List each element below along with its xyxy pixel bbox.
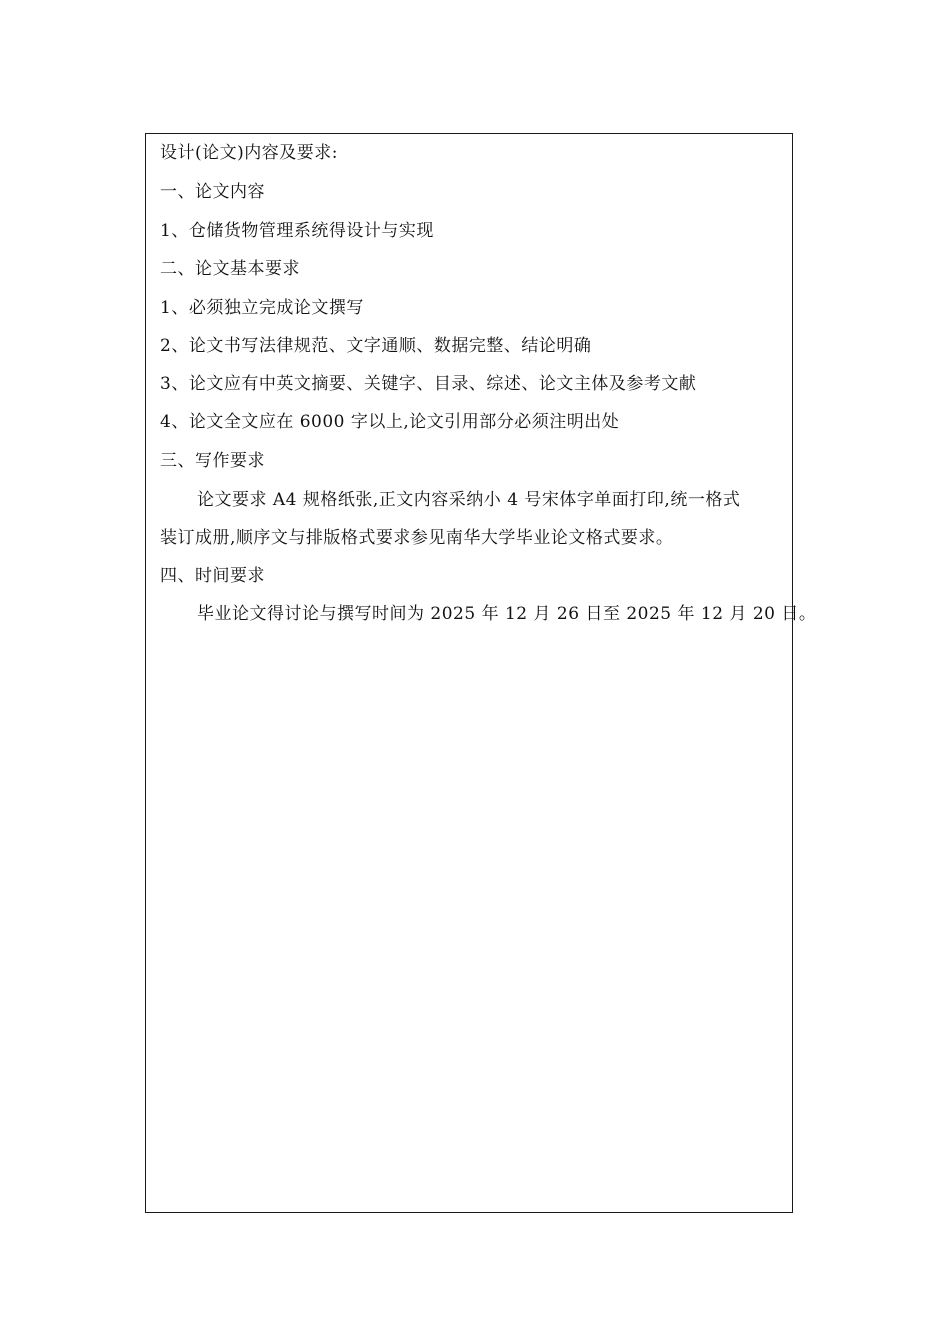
requirement-item-4: 4、论文全文应在 6000 字以上,论文引用部分必须注明出处 — [160, 412, 620, 432]
requirement-item-1: 1、必须独立完成论文撰写 — [160, 298, 364, 318]
time-paragraph: 毕业论文得讨论与撰写时间为 2025 年 12 月 26 日至 2025 年 12 月 20 日。 — [197, 604, 817, 624]
writing-paragraph-line-1: 论文要求 A4 规格纸张,正文内容采纳小 4 号宋体字单面打印,统一格式 — [197, 490, 741, 510]
requirements-box — [145, 133, 817, 1213]
content-item-1: 1、仓储货物管理系统得设计与实现 — [160, 221, 434, 241]
heading-writing-requirements: 三、写作要求 — [160, 451, 265, 471]
writing-paragraph-line-2: 装订成册,顺序文与排版格式要求参见南华大学毕业论文格式要求。 — [160, 528, 674, 548]
section-title: 设计(论文)内容及要求: — [160, 143, 338, 163]
heading-content: 一、论文内容 — [160, 182, 265, 202]
requirement-item-3: 3、论文应有中英文摘要、关键字、目录、综述、论文主体及参考文献 — [160, 374, 697, 394]
heading-basic-requirements: 二、论文基本要求 — [160, 259, 300, 279]
heading-time-requirements: 四、时间要求 — [160, 566, 265, 586]
requirement-item-2: 2、论文书写法律规范、文字通顺、数据完整、结论明确 — [160, 336, 592, 356]
